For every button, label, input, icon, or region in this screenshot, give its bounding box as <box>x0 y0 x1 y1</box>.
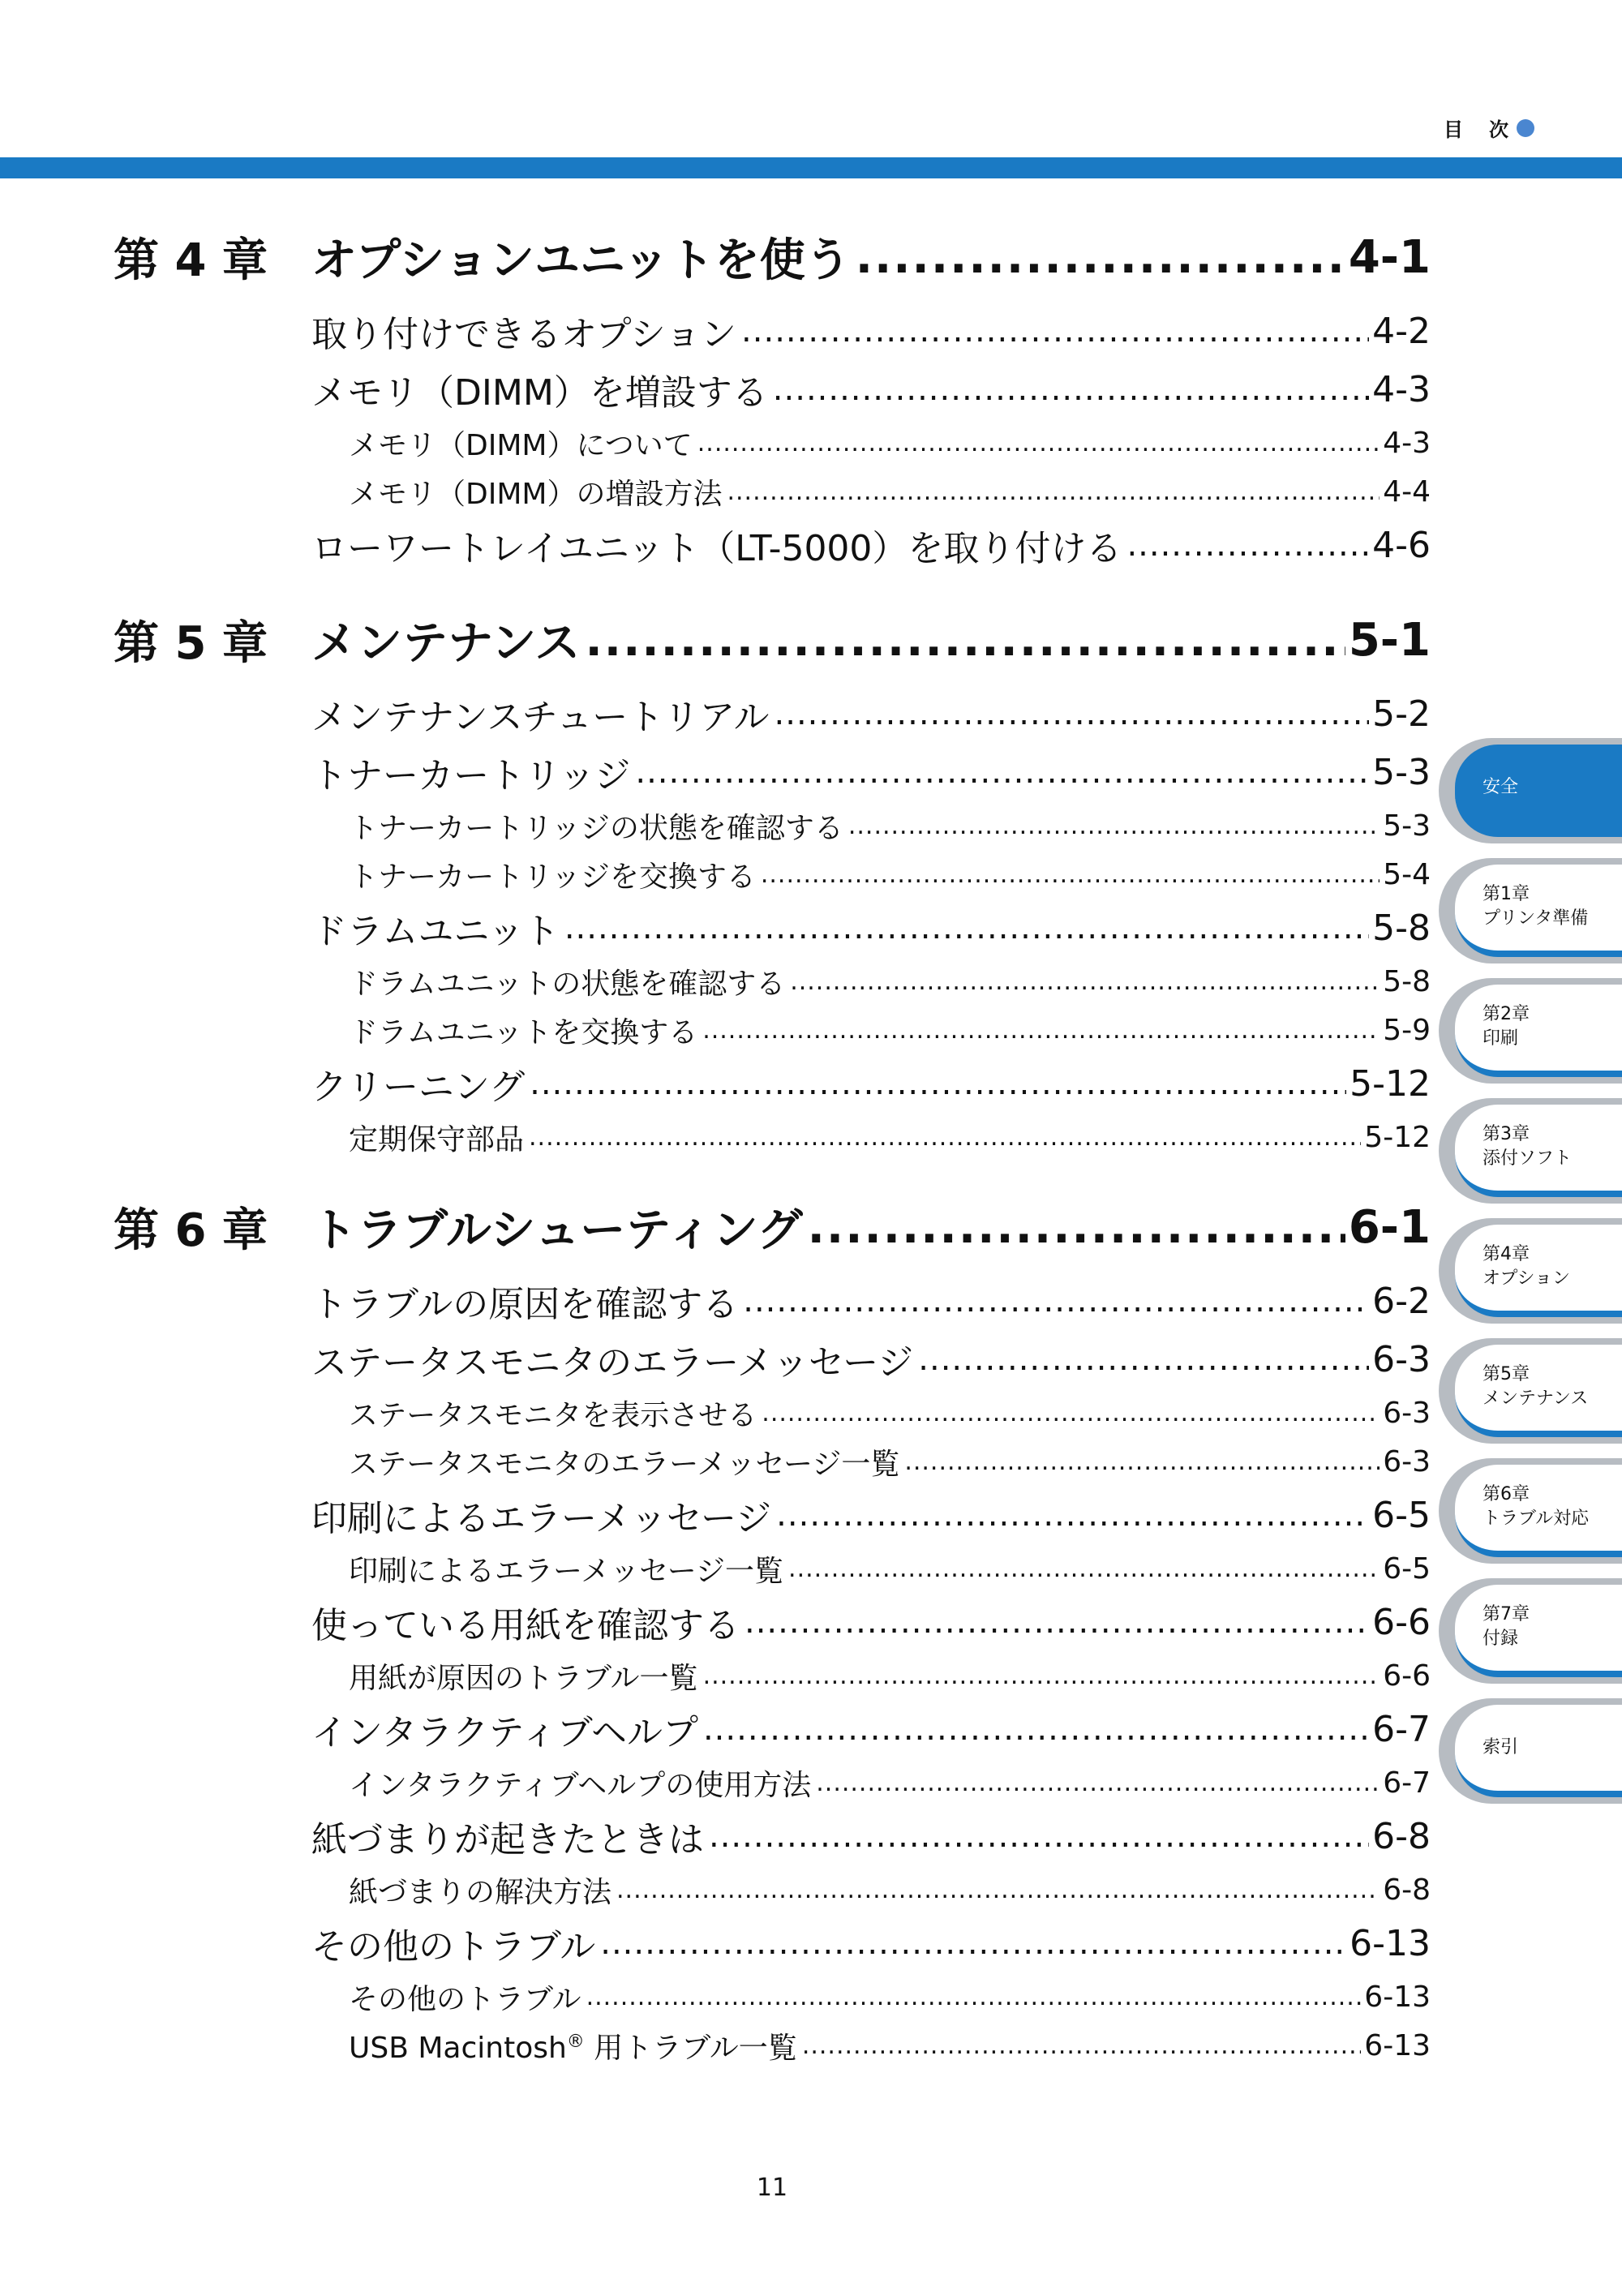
subsection-title: メモリ（DIMM）について <box>349 428 693 462</box>
section-title: メモリ（DIMM）を増設する <box>311 372 768 414</box>
dot-leader <box>616 1876 1380 1904</box>
subsection-title: メモリ（DIMM）の増設方法 <box>349 477 723 511</box>
tab-label <box>1483 1736 1518 1760</box>
toc-section-entry[interactable] <box>311 360 1431 418</box>
dot-leader <box>586 1983 1362 2011</box>
chapter-4 <box>114 212 1431 574</box>
page-ref: 4-3 <box>1383 426 1431 460</box>
toc-section-entry[interactable] <box>311 1330 1431 1388</box>
page-ref: 4-3 <box>1372 368 1431 410</box>
page-ref: 6-3 <box>1383 1444 1431 1478</box>
tab-label <box>1483 775 1518 800</box>
section-title: ステータスモニタのエラーメッセージ <box>311 1342 914 1384</box>
section-title: ドラムユニット <box>311 911 560 952</box>
tab-label-line2: トラブル対応 <box>1483 1508 1590 1529</box>
page-ref: 4-6 <box>1372 524 1431 566</box>
subsection-title: 紙づまりの解決方法 <box>349 1875 612 1909</box>
dot-leader <box>848 812 1380 840</box>
section-title: クリーニング <box>311 1066 526 1108</box>
tab-chapter-1[interactable] <box>1439 858 1622 963</box>
toc-section-entry[interactable] <box>311 302 1431 360</box>
page-ref: 6-8 <box>1383 1873 1431 1907</box>
chapter-title: オプションユニットを使う <box>311 234 851 287</box>
page-ref: 6-13 <box>1350 1922 1431 1964</box>
circle-icon <box>1517 119 1534 137</box>
tab-label <box>1483 1002 1530 1051</box>
dot-leader <box>586 614 1345 667</box>
toc-subsection-entry[interactable] <box>349 850 1431 899</box>
dot-leader <box>697 429 1380 457</box>
tab-body <box>1455 745 1622 837</box>
page-ref: 6-3 <box>1372 1338 1431 1380</box>
dot-leader <box>743 1282 1369 1320</box>
page-ref: 6-6 <box>1383 1659 1431 1693</box>
page-ref: 4-1 <box>1348 230 1431 284</box>
chapter-title: メンテナンス <box>311 617 581 670</box>
toc-subsection-entry[interactable] <box>349 1972 1431 2021</box>
section-title: メンテナンスチュートリアル <box>311 697 770 738</box>
subsection-title: トナーカートリッジの状態を確認する <box>349 811 843 845</box>
dot-leader <box>564 909 1369 946</box>
toc-subsection-entry[interactable] <box>349 1437 1431 1486</box>
page-ref: 6-7 <box>1383 1766 1431 1800</box>
chapter-6 <box>114 1182 1431 2070</box>
tab-chapter-7[interactable] <box>1439 1578 1622 1684</box>
chapter-number: 第 5 章 <box>114 617 268 670</box>
tab-label <box>1483 1122 1572 1171</box>
tab-label-line2: 付録 <box>1483 1629 1519 1649</box>
toc-section-entry[interactable] <box>311 516 1431 574</box>
tab-label-line2: 添付ソフト <box>1483 1148 1573 1169</box>
page-ref: 6-6 <box>1372 1601 1431 1643</box>
dot-leader <box>816 1769 1380 1797</box>
dot-leader <box>776 1496 1369 1534</box>
dot-leader <box>790 968 1380 996</box>
section-title: 使っている用紙を確認する <box>311 1605 740 1646</box>
tab-label-line2: 印刷 <box>1483 1028 1519 1049</box>
tab-label-line1: 第4章 <box>1483 1244 1530 1264</box>
toc-subsection-entry[interactable] <box>349 2021 1431 2070</box>
toc-section-entry[interactable] <box>311 1807 1431 1865</box>
tab-label <box>1483 882 1588 931</box>
dot-leader <box>727 478 1380 506</box>
tab-label <box>1483 1603 1530 1651</box>
page-ref: 6-5 <box>1372 1494 1431 1536</box>
dot-leader <box>788 1555 1380 1583</box>
toc-section-entry[interactable] <box>311 899 1431 957</box>
tab-index[interactable] <box>1439 1698 1622 1804</box>
tab-chapter-4[interactable] <box>1439 1218 1622 1324</box>
subsection-title: ドラムユニットの状態を確認する <box>349 967 786 1001</box>
section-title: 紙づまりが起きたときは <box>311 1819 704 1860</box>
tab-label-line2: オプション <box>1483 1268 1571 1289</box>
tab-safety[interactable] <box>1439 738 1622 843</box>
dot-leader <box>703 1710 1369 1748</box>
dot-leader <box>918 1341 1369 1378</box>
subsection-title: ドラムユニットを交換する <box>349 1015 698 1049</box>
page-ref: 5-4 <box>1383 857 1431 891</box>
toc-subsection-entry[interactable] <box>349 1758 1431 1807</box>
section-title: 取り付けできるオプション <box>311 314 737 355</box>
dot-leader <box>773 371 1369 408</box>
toc-subsection-entry[interactable] <box>349 467 1431 516</box>
subsection-title: 印刷によるエラーメッセージ一覧 <box>349 1554 784 1588</box>
page-number: 11 <box>756 2174 788 2202</box>
chapter-title: トラブルシューティング <box>311 1204 803 1257</box>
subsection-title: トナーカートリッジを交換する <box>349 860 756 894</box>
dot-leader <box>709 1817 1369 1855</box>
tab-label-line1: 安全 <box>1483 777 1519 797</box>
section-title: トナーカートリッジ <box>311 755 631 796</box>
page-ref: 6-7 <box>1372 1708 1431 1750</box>
chapter-tabs <box>1439 738 1622 1818</box>
page-ref: 4-2 <box>1372 310 1431 352</box>
tab-chapter-5[interactable] <box>1439 1338 1622 1444</box>
subsection-title-suffix: 用トラブル一覧 <box>584 2031 797 2065</box>
dot-leader <box>775 695 1370 732</box>
dot-leader <box>741 312 1369 350</box>
toc-section-entry[interactable] <box>311 1272 1431 1330</box>
section-title: トラブルの原因を確認する <box>311 1284 739 1325</box>
page-ref: 5-12 <box>1350 1062 1431 1105</box>
subsection-title: ステータスモニタのエラーメッセージ一覧 <box>349 1447 900 1481</box>
toc-section-entry[interactable] <box>311 1914 1431 1972</box>
page-ref: 6-1 <box>1348 1200 1431 1254</box>
dot-leader <box>600 1925 1346 1962</box>
toc-chapter-entry[interactable] <box>114 595 1431 685</box>
toc-subsection-entry[interactable] <box>349 1865 1431 1914</box>
toc-subsection-entry[interactable] <box>349 1544 1431 1593</box>
subsection-title: その他のトラブル <box>349 1982 581 2016</box>
toc-subsection-entry[interactable] <box>349 957 1431 1006</box>
tab-label-line1: 第1章 <box>1483 884 1530 904</box>
tab-label-line1: 第2章 <box>1483 1004 1530 1024</box>
page-ref: 5-9 <box>1383 1013 1431 1047</box>
page-ref: 4-4 <box>1383 474 1431 509</box>
toc-section-entry[interactable] <box>311 685 1431 743</box>
dot-leader <box>744 1603 1369 1641</box>
tab-label-line2: メンテナンス <box>1483 1388 1589 1409</box>
header-bar <box>0 157 1622 178</box>
tab-body <box>1455 1705 1622 1797</box>
page-ref: 5-3 <box>1372 751 1431 793</box>
toc-section-entry[interactable] <box>311 1486 1431 1544</box>
section-title: 印刷によるエラーメッセージ <box>311 1498 772 1539</box>
tab-chapter-3[interactable] <box>1439 1098 1622 1204</box>
page-ref: 5-3 <box>1383 809 1431 843</box>
section-title: その他のトラブル <box>311 1926 596 1968</box>
dot-leader <box>808 1201 1345 1254</box>
tab-body <box>1455 1585 1622 1677</box>
dot-leader <box>856 231 1345 284</box>
toc-chapter-entry[interactable] <box>114 212 1431 302</box>
subsection-title: インタラクティブヘルプの使用方法 <box>349 1768 812 1802</box>
tab-label-line1: 第3章 <box>1483 1124 1530 1144</box>
chapter-number: 第 4 章 <box>114 234 268 287</box>
toc-subsection-entry[interactable] <box>349 1006 1431 1054</box>
subsection-title: 用紙が原因のトラブル一覧 <box>349 1661 698 1695</box>
page-ref: 6-3 <box>1383 1396 1431 1430</box>
page-ref: 5-8 <box>1383 964 1431 998</box>
tab-label-line1: 索引 <box>1483 1737 1519 1757</box>
toc-subsection-entry[interactable] <box>349 418 1431 467</box>
tab-label <box>1483 1242 1570 1291</box>
chapter-number: 第 6 章 <box>114 1204 268 1257</box>
page-ref: 5-12 <box>1364 1120 1431 1154</box>
chapter-5 <box>114 595 1431 1161</box>
tab-label-line1: 第5章 <box>1483 1364 1530 1384</box>
page-ref: 5-1 <box>1348 613 1431 667</box>
header-label <box>1444 114 1534 142</box>
toc-section-entry[interactable] <box>311 743 1431 801</box>
toc-subsection-entry[interactable] <box>349 1113 1431 1161</box>
subsection-title: 定期保守部品 <box>349 1122 525 1157</box>
section-title: インタラクティブヘルプ <box>311 1712 698 1753</box>
tab-chapter-2[interactable] <box>1439 978 1622 1084</box>
page-ref: 6-13 <box>1364 2028 1431 2062</box>
dot-leader <box>529 1123 1361 1152</box>
toc-section-entry[interactable] <box>311 1054 1431 1113</box>
subsection-title-prefix: USB Macintosh <box>349 2031 567 2065</box>
dot-leader <box>904 1448 1380 1476</box>
dot-leader <box>530 1065 1346 1102</box>
dot-leader <box>703 1662 1380 1690</box>
toc-chapter-entry[interactable] <box>114 1182 1431 1272</box>
tab-chapter-6[interactable] <box>1439 1458 1622 1564</box>
toc-subsection-entry[interactable] <box>349 1651 1431 1700</box>
tab-label-line1: 第6章 <box>1483 1484 1530 1504</box>
toc-subsection-entry[interactable] <box>349 801 1431 850</box>
tab-body <box>1455 985 1622 1077</box>
toc-subsection-entry[interactable] <box>349 1388 1431 1437</box>
section-title: ローワートレイユニット（LT-5000）を取り付ける <box>311 528 1122 569</box>
page-ref: 6-2 <box>1372 1280 1431 1322</box>
tab-label-line1: 第7章 <box>1483 1604 1530 1624</box>
dot-leader <box>802 2032 1361 2060</box>
tab-label-line2: プリンタ準備 <box>1483 908 1589 929</box>
subsection-title: ステータスモニタを表示させる <box>349 1398 757 1432</box>
dot-leader <box>635 753 1369 791</box>
header-text: 目 次 <box>1444 118 1512 141</box>
registered-mark: ® <box>566 2031 585 2052</box>
tab-label <box>1483 1483 1589 1531</box>
toc-section-entry[interactable] <box>311 1593 1431 1651</box>
page-ref: 6-13 <box>1364 1980 1431 2014</box>
tab-label <box>1483 1363 1588 1411</box>
page-ref: 5-2 <box>1372 693 1431 735</box>
page-ref: 5-8 <box>1372 907 1431 949</box>
subsection-title <box>349 2025 797 2066</box>
dot-leader <box>1126 526 1369 564</box>
toc-section-entry[interactable] <box>311 1700 1431 1758</box>
table-of-contents <box>114 212 1431 2091</box>
dot-leader <box>761 860 1380 889</box>
page-ref: 6-5 <box>1383 1551 1431 1586</box>
page-ref: 6-8 <box>1372 1815 1431 1857</box>
dot-leader <box>702 1016 1380 1045</box>
dot-leader <box>762 1399 1380 1427</box>
